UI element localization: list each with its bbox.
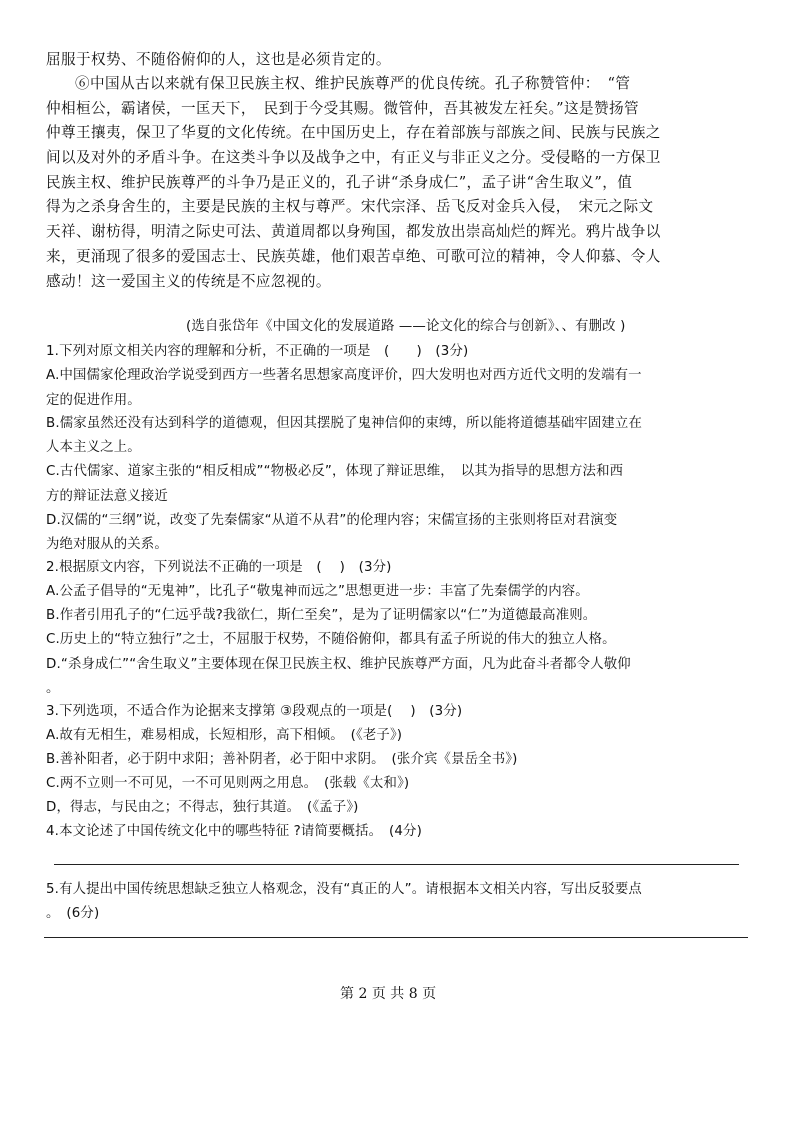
question-line: 定的促进作用。 [46,393,141,408]
question-line: 。 (6分) [46,906,100,921]
question-line: 1.下列对原文相关内容的理解和分析，不正确的一项是 ( ) (3分) [46,344,469,359]
footer-label-ye: 页 [371,986,386,1002]
page-total: 8 [408,986,418,1002]
question-line: 人本主义之上。 [46,440,141,455]
source-citation: (选自张岱年《中国文化的发展道路 ——论文化的综合与创新》、、有删改 ) [186,319,626,334]
question-line: C.古代儒家、道家主张的“相反相成”“物极必反”，体现了辩证思维， 以其为指导的思想方法和西 [46,464,624,479]
page-number: 2 [358,986,368,1002]
question-line: D，得志，与民由之；不得志，独行其道。 (《孟子》) [46,800,359,815]
question-line: 方的辩证法意义接近 [46,489,168,504]
passage-line: 天祥、谢枋得，明清之际史可法、黄道周都以身殉国，都发放出崇高灿烂的辉光。鸦片战争以 [46,223,661,240]
question-line: 2.根据原文内容，下列说法不正确的一项是 ( ) (3分) [46,560,392,575]
question-line: B.儒家虽然还没有达到科学的道德观，但因其摆脱了鬼神信仰的束缚，所以能将道德基础牢固建立在 [46,416,642,431]
answer-line [54,864,739,865]
passage-line: 间以及对外的矛盾斗争。在这类斗争以及战争之中，有正义与非正义之分。受侵略的一方保卫 [46,149,661,166]
passage-line: 民族主权、维护民族尊严的斗争乃是正义的，孔子讲“杀身成仁”，孟子讲“舍生取义”，值 [46,174,633,191]
passage-line: 得为之杀身舍生的，主要是民族的主权与尊严。宋代宗泽、岳飞反对金兵入侵， 宋元之际文 [46,198,654,215]
question-line: D.汉儒的“三纲”说，改变了先秦儒家“从道不从君”的伦理内容；宋儒宣扬的主张则将臣对君演变 [46,513,618,528]
passage-line: 仲相桓公，霸诸侯，一匡天下， 民到于今受其赐。微管仲，吾其被发左衽矣。”这是赞扬管 [46,100,640,117]
question-line: C.历史上的“特立独行”之士，不屈服于权势，不随俗俯仰，都具有孟子所说的伟大的独立人格。 [46,632,616,647]
footer-label-ye2: 页 [422,986,437,1002]
passage-line: 来，更涌现了很多的爱国志士、民族英雄，他们艰苦卓绝、可歌可泣的精神，令人仰慕、令人 [46,248,661,265]
question-line: 为绝对服从的关系。 [46,537,168,552]
footer-label-page: 第 [340,986,354,1002]
question-line: A.故有无相生，难易相成，长短相形，高下相倾。 (《老子》) [46,728,403,743]
passage-line: 屈服于权势、不随俗俯仰的人，这也是必须肯定的。 [46,51,391,68]
answer-line [44,937,748,938]
passage-line: ⑥中国从古以来就有保卫民族主权、维护民族尊严的优良传统。孔子称赞管仲： “管 [75,75,631,92]
question-line: B.善补阳者，必于阴中求阳；善补阴者，必于阳中求阴。 (张介宾《景岳全书》) [46,752,518,767]
question-line: C.两不立则一不可见，一不可见则两之用息。 (张载《太和》) [46,776,410,791]
question-line: A.公孟子倡导的“无鬼神”，比孔子“敬鬼神而远之”思想更进一步：丰富了先秦儒学的内容。 [46,584,589,599]
question-line: 。 [46,681,60,696]
passage-line: 感动！这一爱国主义的传统是不应忽视的。 [46,273,331,290]
question-line: 4.本文论述了中国传统文化中的哪些特征 ?请简要概括。 (4分) [46,824,422,839]
question-line: B.作者引用孔子的“仁远乎哉?我欲仁，斯仁至矣”，是为了证明儒家以“仁”为道德最高准则。 [46,608,597,623]
page-footer [340,983,436,1003]
footer-label-total: 共 [390,986,405,1002]
passage-line: 仲尊王攘夷，保卫了华夏的文化传统。在中国历史上，存在着部族与部族之间、民族与民族之 [46,124,661,141]
question-line: A.中国儒家伦理政治学说受到西方一些著名思想家高度评价，四大发明也对西方近代文明的发端有一 [46,368,642,383]
question-line: 3.下列选项，不适合作为论据来支撑第 ③段观点的一项是( ) (3分) [46,704,463,719]
question-line: D.“杀身成仁”“舍生取义”主要体现在保卫民族主权、维护民族尊严方面，凡为此奋斗者都令人敬仰 [46,657,631,672]
question-line: 5.有人提出中国传统思想缺乏独立人格观念，没有“真正的人”。请根据本文相关内容，写出反驳要点 [46,882,642,897]
